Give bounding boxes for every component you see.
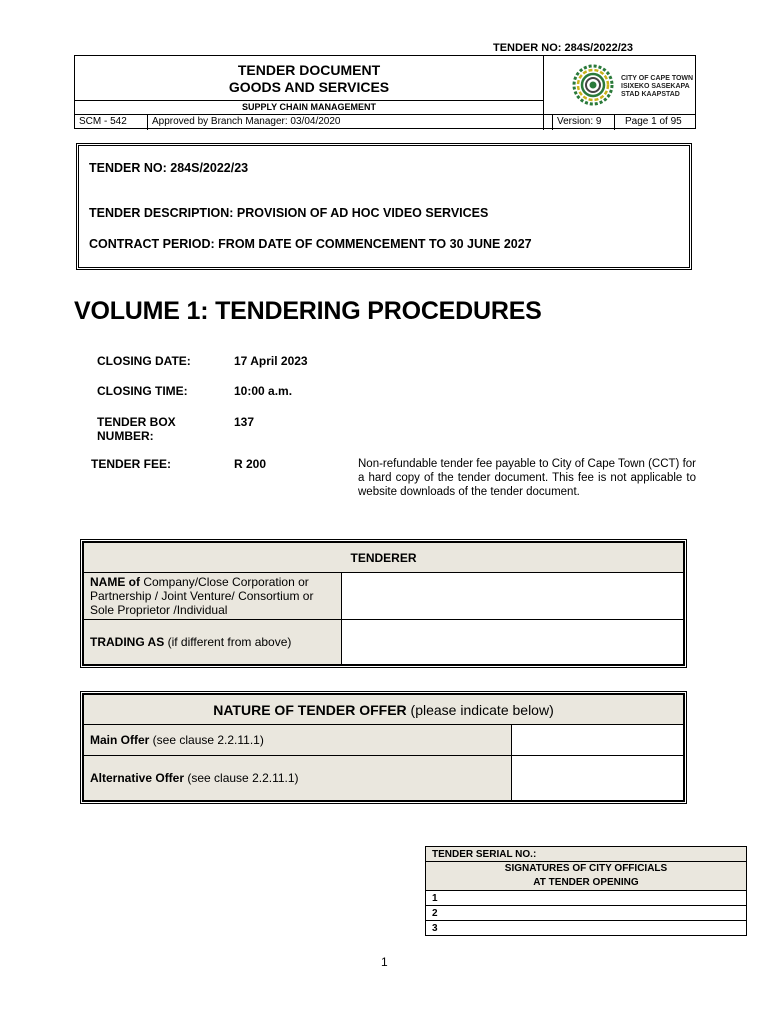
header-department: SUPPLY CHAIN MANAGEMENT <box>75 100 544 114</box>
tender-fee-value: R 200 <box>234 457 267 471</box>
header-title-line1: TENDER DOCUMENT <box>237 62 381 78</box>
header-meta-row <box>75 114 695 130</box>
header-title-line2: GOODS AND SERVICES <box>228 79 390 95</box>
scm-code: SCM - 542 <box>75 115 148 130</box>
logo-text-line2: ISIXEKO SASEKAPA <box>621 83 690 90</box>
signatures-heading <box>426 862 747 891</box>
tender-box-number: 137 <box>234 415 255 429</box>
company-name-field[interactable] <box>342 573 684 620</box>
logo-text-line1: CITY OF CAPE TOWN <box>621 75 694 82</box>
header-tender-number: TENDER NO: 284S/2022/23 <box>492 42 633 54</box>
trading-as-field[interactable] <box>342 620 684 665</box>
signature-row[interactable]: 3 <box>426 921 747 936</box>
company-name-label <box>84 573 342 620</box>
alternative-offer-field[interactable] <box>512 756 684 801</box>
tenderer-header: TENDERER <box>84 543 684 573</box>
nature-of-offer-table <box>80 691 687 804</box>
tender-description: TENDER DESCRIPTION: PROVISION OF AD HOC VIDEO SERVICES <box>89 206 489 220</box>
logo-text-line3: STAD KAAPSTAD <box>621 91 680 98</box>
nature-header <box>84 695 684 725</box>
tender-fee-note: Non-refundable tender fee payable to City of Cape Town (CCT) for a hard copy of the tender document. This fee is not applicable to website downloads of the tender document. <box>358 458 696 498</box>
trading-as-label <box>84 620 342 665</box>
alternative-offer-label <box>84 756 512 801</box>
main-offer-label-bold: Main Offer <box>90 733 150 747</box>
city-logo-icon <box>545 56 695 114</box>
company-name-label-bold: NAME of <box>90 575 140 589</box>
document-header <box>74 55 696 129</box>
tender-box-label: TENDER BOX <box>97 415 176 429</box>
tender-box-label-2: NUMBER: <box>97 429 154 443</box>
main-offer-label <box>84 725 512 756</box>
main-offer-field[interactable] <box>512 725 684 756</box>
signature-row[interactable]: 1 <box>426 891 747 906</box>
tender-summary-box <box>76 143 692 270</box>
alternative-offer-label-rest: (see clause 2.2.11.1) <box>184 771 299 785</box>
serial-signature-table <box>425 846 747 936</box>
header-title-block <box>75 56 544 100</box>
closing-date-label: CLOSING DATE: <box>97 354 191 368</box>
contract-period: CONTRACT PERIOD: FROM DATE OF COMMENCEMENT TO 30 JUNE 2027 <box>89 237 532 251</box>
page-number: 1 <box>381 955 388 969</box>
closing-date-value: 17 April 2023 <box>234 354 308 368</box>
tender-fee-label: TENDER FEE: <box>91 457 172 471</box>
company-name-label-rest: Company/Close Corporation or Partnership / Joint Venture/ Consortium or Sole Proprietor /Individual <box>90 575 314 617</box>
serial-title: TENDER SERIAL NO.: <box>426 847 747 862</box>
page-count: Page 1 of 95 <box>625 116 682 127</box>
trading-as-label-rest: (if different from above) <box>164 635 292 649</box>
nature-header-bold: NATURE OF TENDER OFFER <box>213 701 407 718</box>
closing-time-value: 10:00 a.m. <box>234 384 293 398</box>
tenderer-table <box>80 539 687 668</box>
signatures-heading-line1: SIGNATURES OF CITY OFFICIALS <box>504 863 668 874</box>
trading-as-label-bold: TRADING AS <box>90 635 165 649</box>
city-logo <box>545 56 695 114</box>
closing-time-label: CLOSING TIME: <box>97 384 188 398</box>
approval-note: Approved by Branch Manager: 03/04/2020 <box>148 115 544 130</box>
main-offer-label-rest: (see clause 2.2.11.1) <box>149 733 264 747</box>
version-label: Version: 9 <box>552 115 615 130</box>
signature-row[interactable]: 2 <box>426 906 747 921</box>
nature-header-rest: (please indicate below) <box>406 701 554 718</box>
alternative-offer-label-bold: Alternative Offer <box>90 771 185 785</box>
tender-number: TENDER NO: 284S/2022/23 <box>89 161 249 175</box>
volume-title: VOLUME 1: TENDERING PROCEDURES <box>74 297 542 325</box>
signatures-heading-line2: AT TENDER OPENING <box>533 877 639 888</box>
